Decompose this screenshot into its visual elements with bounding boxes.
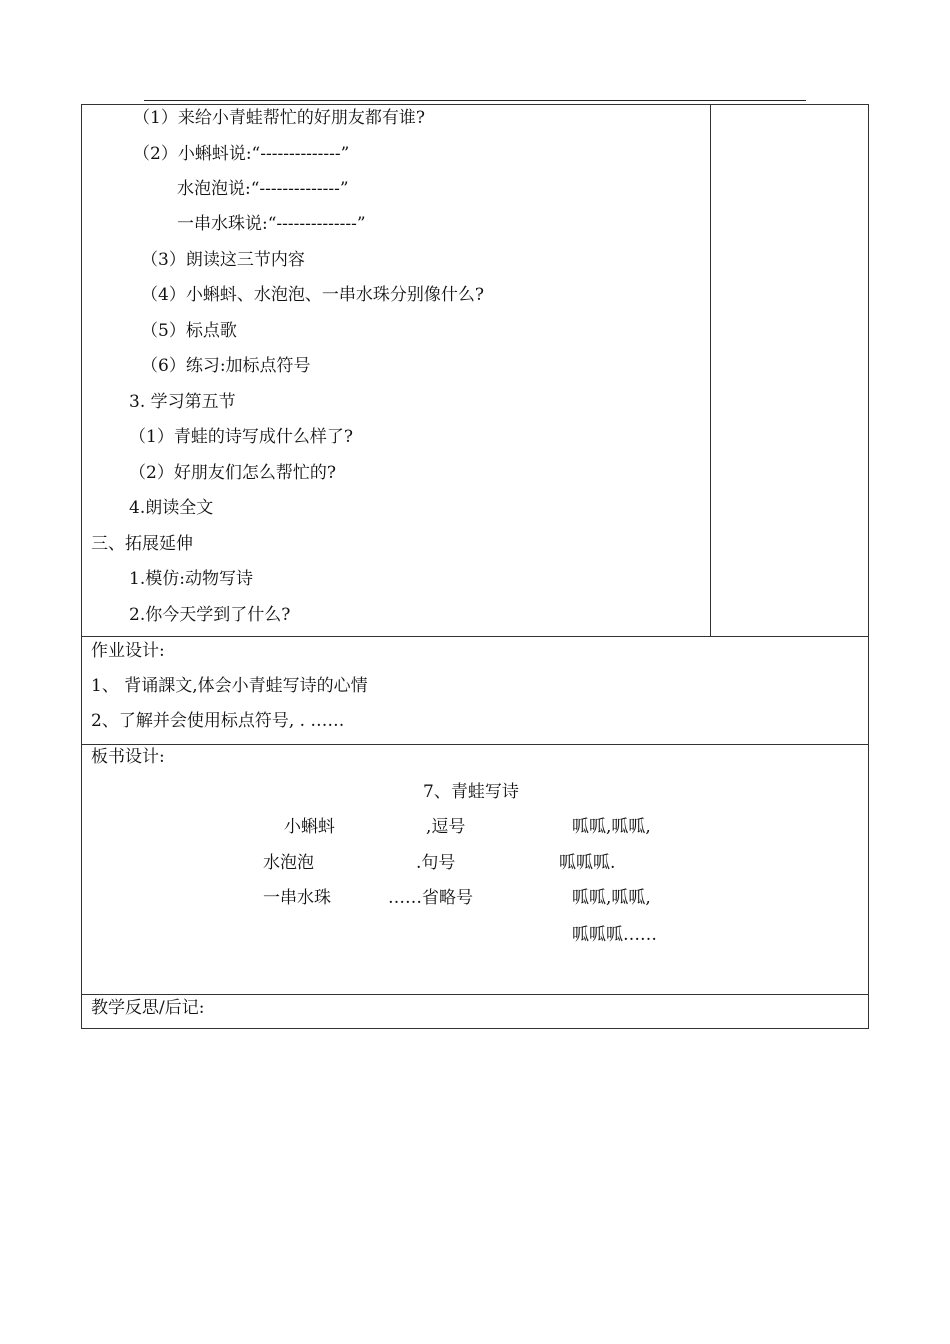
reflection-title: 教学反思/后记: (91, 998, 205, 1018)
board-sound: 呱呱,呱呱, (572, 888, 651, 908)
homework-item: 2、了解并会使用标点符号, . …… (91, 711, 345, 731)
homework-title: 作业设计: (91, 641, 165, 661)
lesson-line: （2）小蝌蚪说:“--------------” (133, 144, 350, 164)
board-name: 小蝌蚪 (284, 817, 335, 837)
homework-item: 1、 背诵課文,体会小青蛙写诗的心情 (91, 676, 368, 696)
lesson-line: 3. 学习第五节 (129, 392, 236, 412)
board-name: 一串水珠 (263, 888, 331, 908)
lesson-line: （6）练习:加标点符号 (141, 356, 311, 376)
board-mark: .句号 (416, 853, 456, 873)
board-sound: 呱呱呱. (559, 853, 616, 873)
board-title: 板书设计: (91, 747, 165, 767)
board-sound: 呱呱,呱呱, (572, 817, 651, 837)
lesson-line: 1.模仿:动物写诗 (129, 569, 253, 589)
lesson-line: 一串水珠说:“--------------” (177, 214, 366, 234)
lesson-line: （2）好朋友们怎么帮忙的? (129, 463, 336, 483)
board-mark: ……省略号 (388, 888, 473, 908)
board-heading: 7、青蛙写诗 (423, 782, 519, 802)
lesson-line: 三、拓展延伸 (91, 534, 193, 554)
lesson-line: （1）来给小青蛙帮忙的好朋友都有谁? (133, 108, 425, 128)
lesson-line: 4.朗读全文 (129, 498, 214, 518)
page-header-rule (144, 100, 806, 101)
board-mark: ,逗号 (426, 817, 466, 837)
lesson-line: （1）青蛙的诗写成什么样了? (129, 427, 353, 447)
notes-column-divider (710, 105, 711, 636)
lesson-line: 2.你今天学到了什么? (129, 605, 291, 625)
board-name: 水泡泡 (263, 853, 314, 873)
lesson-line: （5）标点歌 (141, 321, 237, 341)
lesson-line: （4）小蝌蚪、水泡泡、一串水珠分别像什么? (141, 285, 484, 305)
board-sound-extra: 呱呱呱…… (572, 925, 657, 945)
lesson-line: 水泡泡说:“--------------” (177, 179, 349, 199)
lesson-line: （3）朗读这三节内容 (141, 250, 305, 270)
